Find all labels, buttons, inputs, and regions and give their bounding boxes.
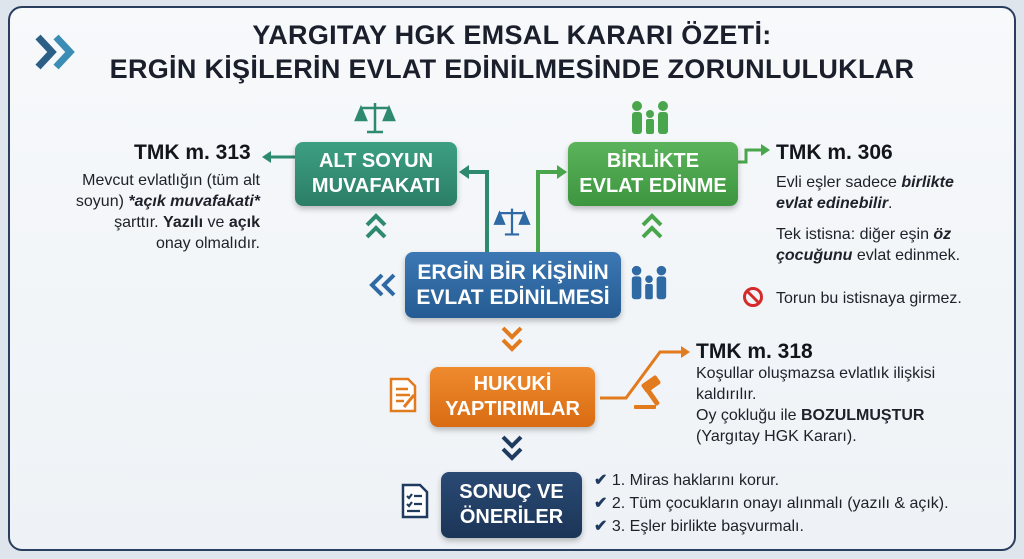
result-item: ✔ 1. Miras haklarını korur. (594, 472, 780, 489)
tmk-313-heading: TMK m. 313 (134, 141, 251, 164)
family-icon (628, 100, 672, 136)
check-icon: ✔ (594, 472, 608, 489)
tmk-306-heading: TMK m. 306 (776, 141, 893, 164)
result-item: ✔ 3. Eşler birlikte başvurmalı. (594, 518, 804, 535)
tmk-306-text: Evli eşler sadece birlikte evlat edinebilir. Tek istisna: diğer eşin öz çocuğunu evlat edinmek. (776, 174, 961, 264)
chevron-down-icon (500, 432, 524, 464)
gavel-icon (632, 375, 670, 411)
checklist-icon (400, 483, 430, 519)
chevron-down-icon (500, 323, 524, 355)
scales-icon (355, 100, 395, 136)
chevron-left-icon (368, 272, 398, 298)
chevron-up-icon (640, 212, 664, 242)
chevron-up-icon (364, 212, 388, 242)
tmk-318-text: Koşullar oluşmazsa evlatlık ilişkisi kaldırılır. Oy çokluğu ile BOZULMUŞTUR (Yargıtay HGK Kararı). (696, 365, 936, 445)
alt-soyun-muvafakati-box: ALT SOYUN MUVAFAKATI (295, 142, 457, 206)
ergin-evlat-edinilmesi-box: ERGİN BİR KİŞİNİN EVLAT EDİNİLMESİ (405, 252, 621, 318)
birlikte-evlat-edinme-box: BİRLİKTE EVLAT EDİNME (568, 142, 738, 206)
hukuki-yaptirimlar-box: HUKUKİ YAPTIRIMLAR (430, 367, 595, 427)
page-title: YARGITAY HGK EMSAL KARARI ÖZETİ: ERGİN KİŞİLERİN EVLAT EDİNİLMESİNDE ZORUNLULUKLAR (109, 20, 915, 84)
torun-exception-text: Torun bu istisnaya girmez. (776, 290, 962, 307)
tmk-318-heading: TMK m. 318 (696, 340, 813, 363)
prohibited-icon (742, 286, 764, 308)
check-icon: ✔ (594, 495, 608, 512)
check-icon: ✔ (594, 518, 608, 535)
document-icon (388, 377, 418, 413)
sonuc-ve-oneriler-box: SONUÇ VE ÖNERİLER (441, 472, 582, 538)
family-icon (628, 263, 670, 303)
tmk-313-text: Mevcut evlatlığın (tüm alt soyun) *açık muvafakati* şarttır. Yazılı ve açık onay olmalıdır. (75, 172, 260, 252)
results-list (594, 470, 949, 539)
scales-icon (494, 206, 530, 238)
result-item: ✔ 2. Tüm çocukların onayı alınmalı (yazılı & açık). (594, 495, 949, 512)
